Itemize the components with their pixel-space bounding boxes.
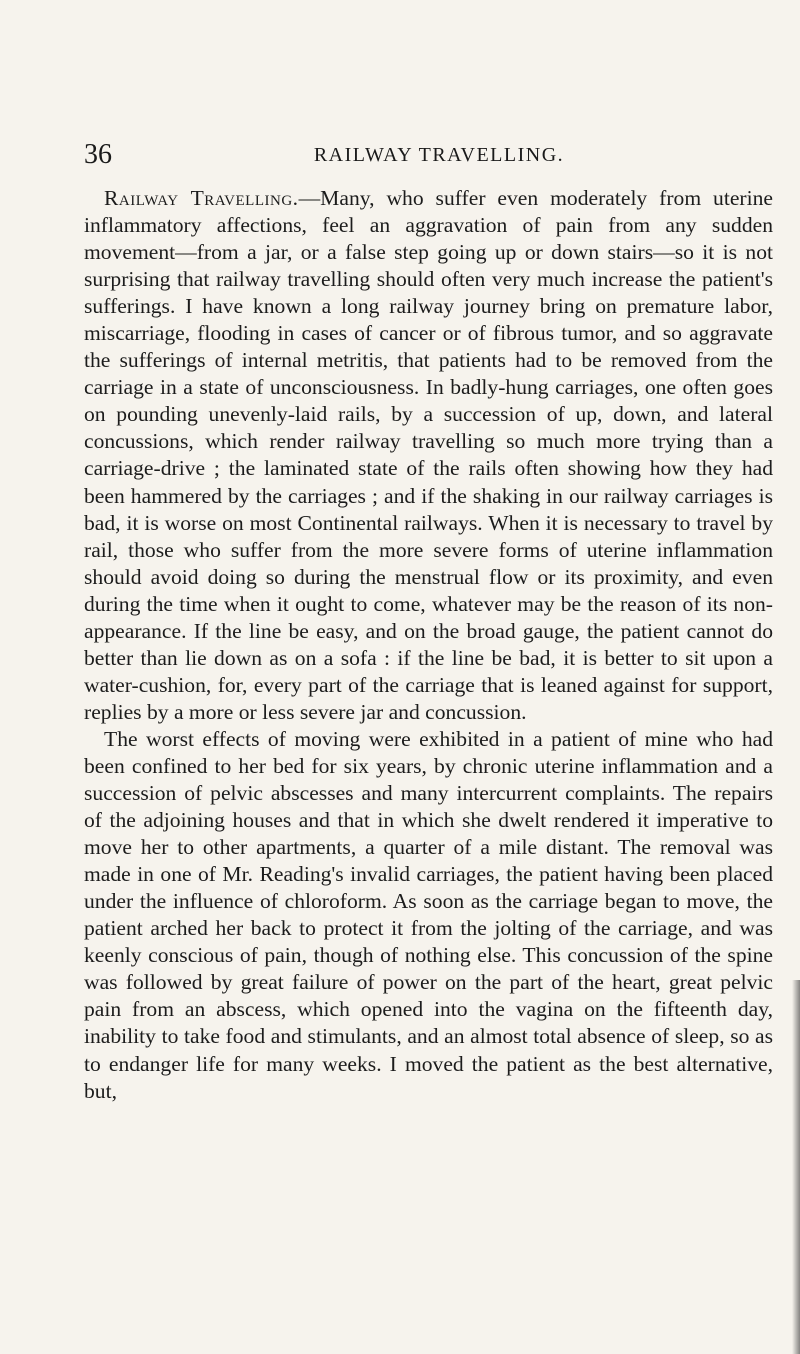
paragraph-railway-travelling — [84, 185, 773, 726]
paragraph-text: The worst effects of moving were exhibited in a patient of mine who had been confined to her bed for six years, by chronic uterine inflammation and a succession of pelvic abscesses and many intercurrent complaints. The repairs of the adjoining houses and that in which she dwelt rendered it imperative to move her to other apartments, a quarter of a mile distant. The removal was made in one of Mr. Reading's invalid carriages, the patient having been placed under the influence of chloroform. As soon as the carriage began to move, the patient arched her back to protect it from the jolting of the carriage, and was keenly conscious of pain, though of nothing else. This concussion of the spine was followed by great failure of power on the part of the heart, great pelvic pain from an abscess, which opened into the vagina on the fifteenth day, inability to take food and stimulants, and an almost total absence of sleep, so as to endanger life for many weeks. I moved the patient as the best alternative, but, — [84, 726, 773, 1103]
running-title: RAILWAY TRAVELLING. — [313, 144, 565, 166]
page-number: 36 — [84, 139, 112, 170]
section-lead: Railway Travelling. — [104, 186, 299, 210]
paragraph-text: —Many, who suffer even moderately from uterine inflammatory affections, feel an aggravation of pain from any sudden movement—from a jar, or a false step going up or down stairs—so it is not surprising that railway travelling should often very much increase the patient's sufferings. I have known a long railway journey bring on premature labor, miscarriage, flooding in cases of cancer or of fibrous tumor, and so aggravate the sufferings of internal metritis, that patients had to be removed from the carriage in a state of unconsciousness. In badly-hung carriages, one often goes on pounding unevenly-laid rails, by a succession of up, down, and lateral concussions, which render railway travelling so much more trying than a carriage-drive ; the laminated state of the rails often showing how they had been hammered by the carriages ; and if the shaking in our railway carriages is bad, it is worse on most Continental railways. When it is necessary to travel by rail, those who suffer from the more severe forms of uterine inflammation should avoid doing so during the menstrual flow or its proximity, and even during the time when it ought to come, whatever may be the reason of its non-appearance. If the line be easy, and on the broad gauge, the patient cannot do better than lie down as on a sofa : if the line be bad, it is better to sit upon a water-cushion, for, every part of the carriage that is leaned against for support, replies by a more or less severe jar and concussion. — [84, 186, 773, 724]
body-text — [84, 185, 773, 1105]
page-edge-shadow — [792, 980, 800, 1354]
running-head — [84, 140, 774, 170]
paragraph-worst-effects — [84, 726, 773, 1105]
